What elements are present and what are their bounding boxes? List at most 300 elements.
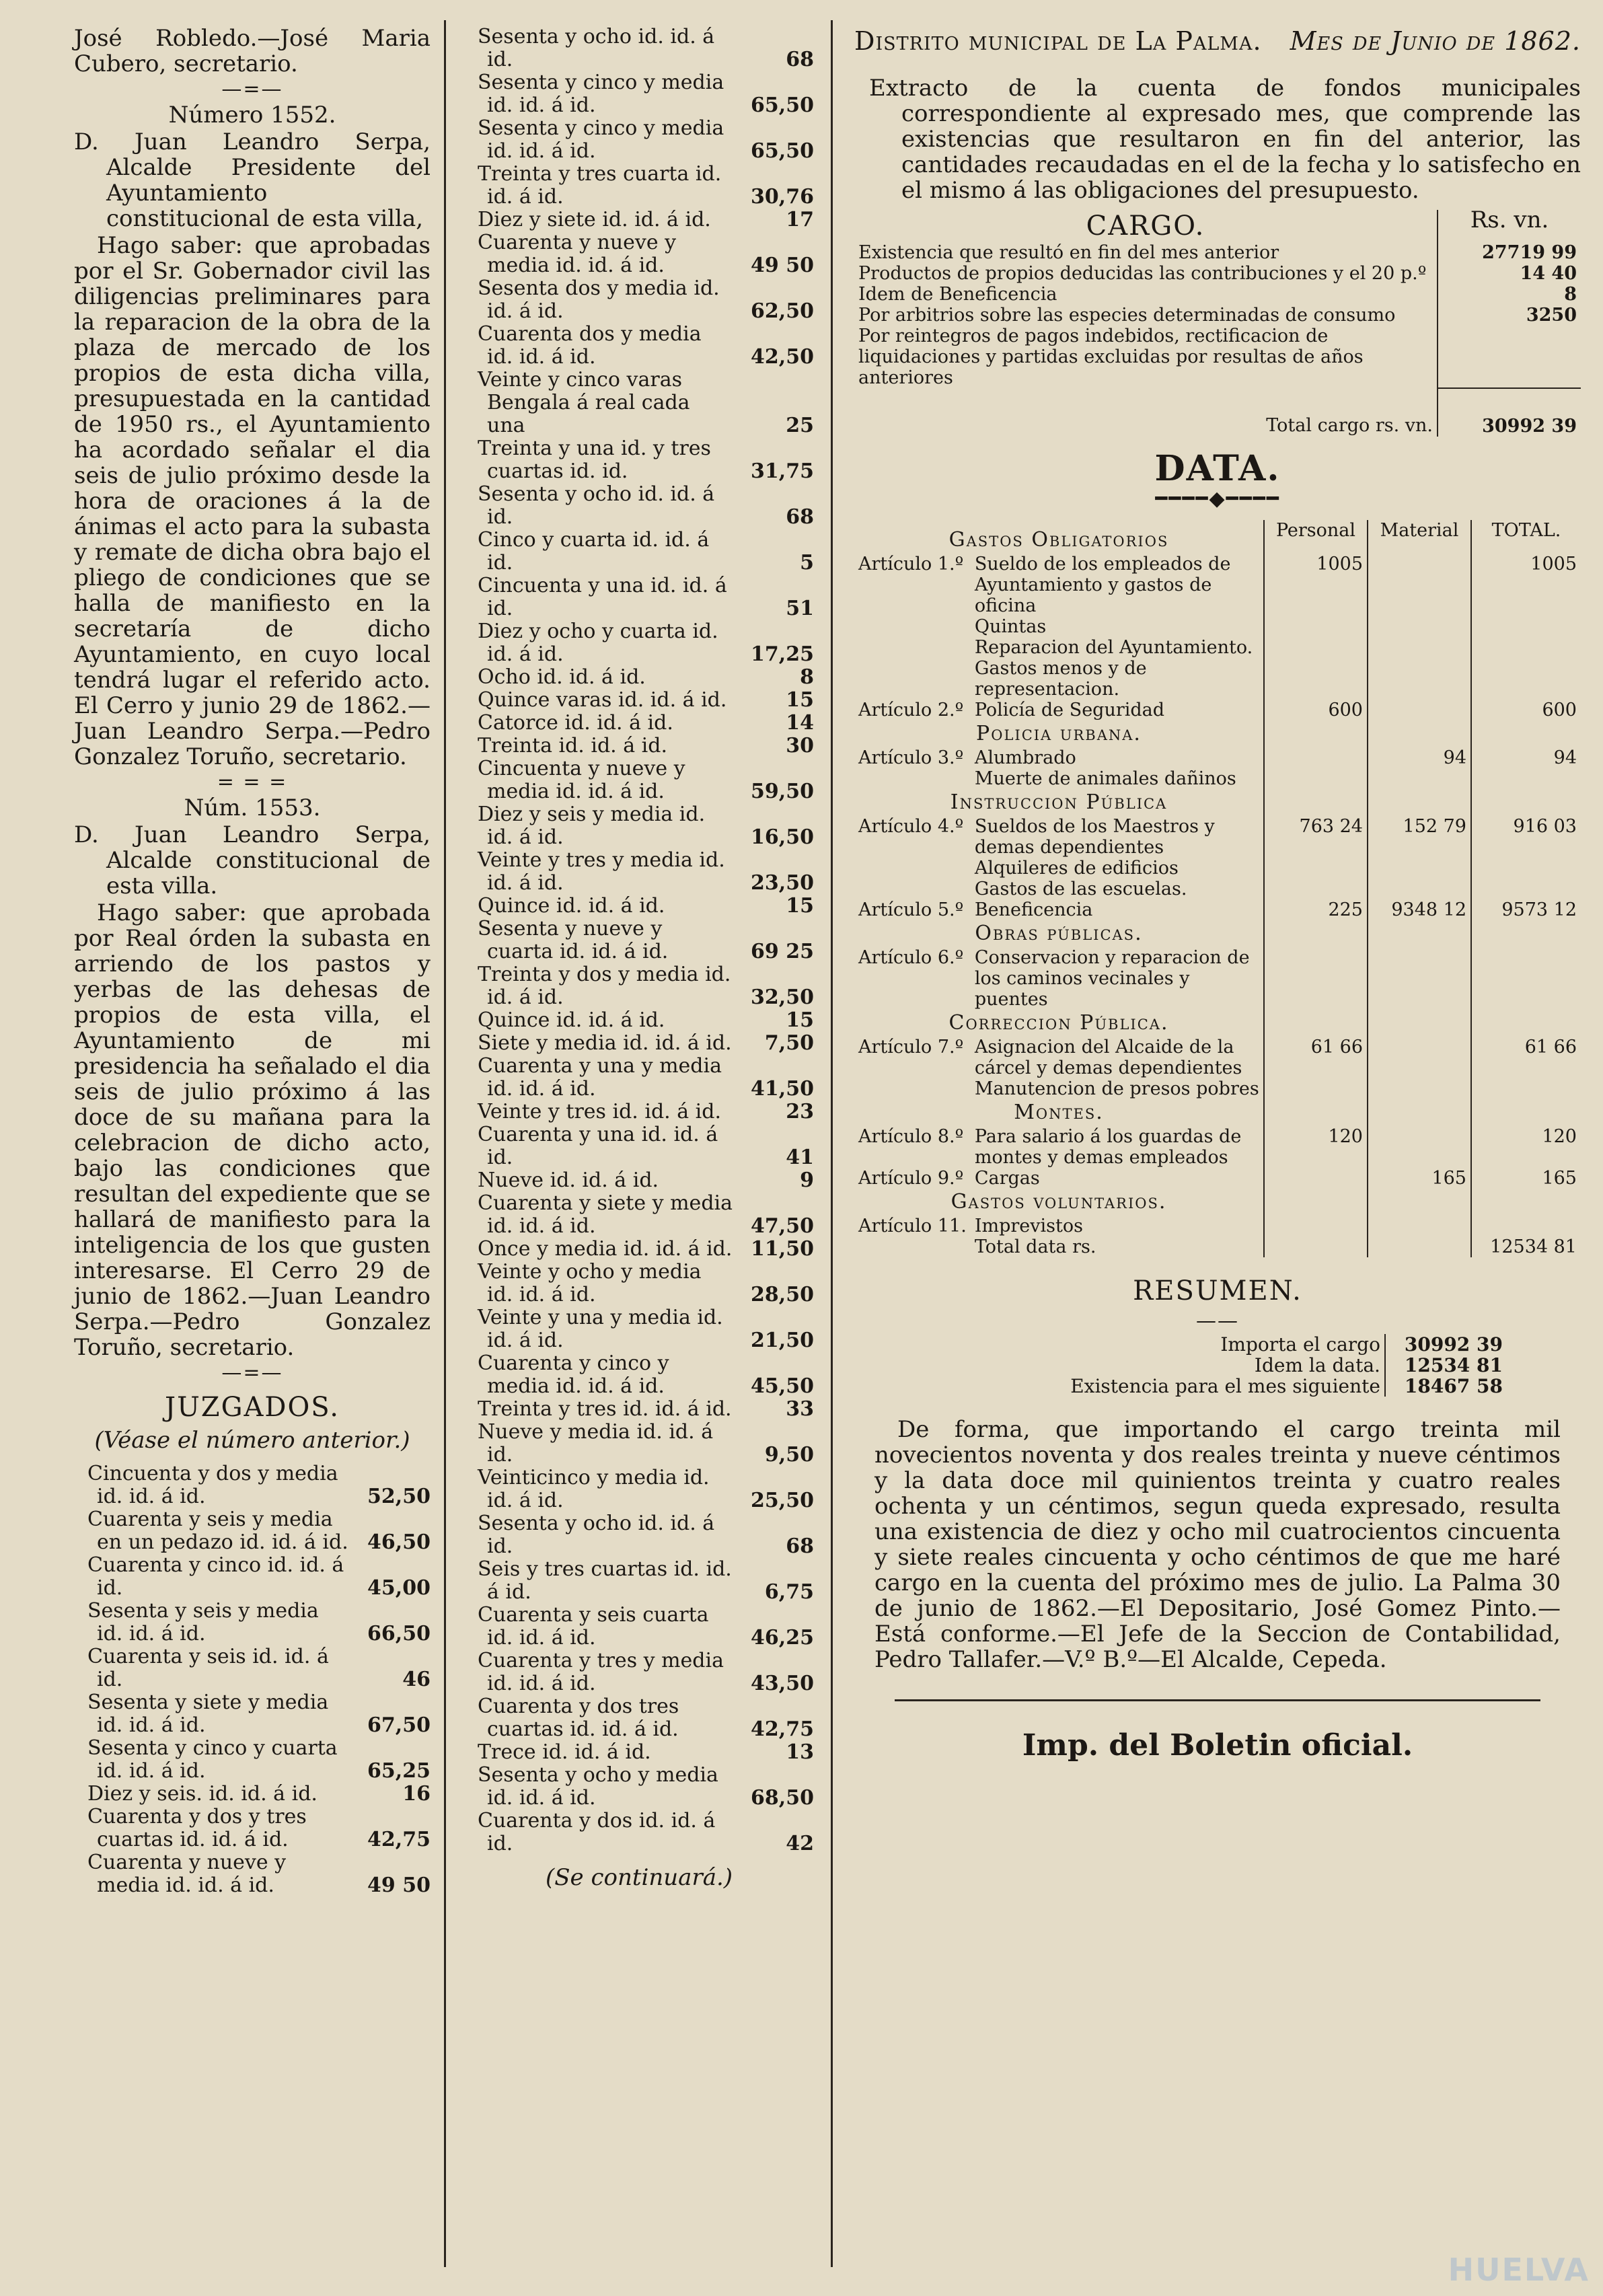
- item-value: 25: [786, 414, 814, 437]
- item-description: Quince id. id. á id.: [478, 894, 665, 918]
- list-item: [464, 1558, 814, 1604]
- item-value: 16: [402, 1782, 431, 1806]
- material-amount: 152 79: [1368, 816, 1471, 858]
- list-item: [464, 1695, 814, 1741]
- material-amount: [1368, 1078, 1471, 1099]
- header-month: Mes de Junio de 1862.: [1290, 26, 1581, 56]
- item-value: 15: [786, 894, 814, 918]
- total-amount: 1005: [1471, 554, 1581, 616]
- item-value: 42,75: [751, 1717, 814, 1741]
- item-description: Veinte y ocho y media id. id. á id.: [478, 1260, 702, 1306]
- list-item: [464, 1192, 814, 1238]
- empty-cell: [1368, 720, 1471, 747]
- section-heading: Montes.: [1014, 1101, 1104, 1124]
- imprint: Imp. del Boletin oficial.: [1022, 1728, 1413, 1763]
- item-value: 23: [786, 1100, 814, 1123]
- item-description: Treinta y dos y media id. id. á id.: [478, 963, 731, 1009]
- list-item: [464, 369, 814, 437]
- item-description: Sesenta y ocho id. id. á id.: [478, 25, 715, 71]
- table-row: [854, 816, 1581, 858]
- personal-amount: [1264, 1236, 1368, 1257]
- item-value: 17,25: [751, 642, 814, 666]
- item-description: Veinte y tres id. id. á id.: [478, 1100, 721, 1123]
- list-item: [74, 1508, 431, 1554]
- article-label: [854, 658, 971, 700]
- total-amount: 120: [1471, 1126, 1581, 1168]
- column-rule-1: [444, 20, 446, 2267]
- empty-cell: [1368, 1189, 1471, 1216]
- notice-heading: D. Juan Leandro Serpa, Alcalde constitucional de esta villa.: [74, 821, 431, 899]
- empty-cell: [1368, 789, 1471, 816]
- list-item: [464, 575, 814, 620]
- list-item: [74, 1806, 431, 1851]
- data-title: DATA.: [1154, 448, 1281, 489]
- item-value: 23,50: [751, 871, 814, 895]
- section-heading: Obras públicas.: [975, 922, 1143, 945]
- personal-amount: [1264, 879, 1368, 899]
- material-amount: [1368, 1216, 1471, 1236]
- material-amount: [1368, 768, 1471, 789]
- item-description: Cuarenta y una id. id. á id.: [478, 1123, 718, 1169]
- list-item: [464, 277, 814, 323]
- personal-amount: [1264, 1168, 1368, 1189]
- col-head-personal: Personal: [1264, 520, 1368, 554]
- item-description: Seis y tres cuartas id. id. á id.: [478, 1557, 732, 1604]
- article-label: Artículo 11.: [858, 1216, 967, 1236]
- table-row: [854, 1168, 1581, 1189]
- separator: —=—: [221, 1361, 283, 1384]
- article-label: Artículo 6.º: [858, 947, 964, 968]
- article-label: [854, 1078, 971, 1099]
- item-value: 9,50: [764, 1443, 814, 1467]
- empty-cell: [1471, 1189, 1581, 1216]
- item-value: 8: [800, 665, 814, 689]
- table-row: [854, 879, 1581, 899]
- list-item: [464, 323, 814, 369]
- list-item: [464, 1421, 814, 1467]
- table-row: [854, 858, 1581, 879]
- total-amount: [1471, 1078, 1581, 1099]
- article-label: Artículo 2.º: [858, 700, 964, 720]
- section-row: [854, 1189, 1581, 1216]
- item-value: 69 25: [751, 940, 814, 963]
- cargo-amount: 8: [1438, 284, 1581, 305]
- article-label: Artículo 5.º: [858, 899, 964, 920]
- resumen-amount: 18467 58: [1385, 1376, 1507, 1397]
- item-value: 42,50: [751, 345, 814, 369]
- item-value: 68: [786, 505, 814, 529]
- item-description: Veinte y cinco varas Bengala á real cada una: [478, 368, 690, 437]
- item-value: 46,50: [367, 1530, 431, 1554]
- item-description: Ocho id. id. á id.: [478, 665, 646, 689]
- item-value: 46: [402, 1668, 431, 1691]
- list-item: [74, 1737, 431, 1783]
- item-description: Cuarenta dos y media id. id. á id.: [478, 322, 702, 369]
- list-item: [464, 1398, 814, 1421]
- article-label: [854, 616, 971, 637]
- item-description: Diez y ocho y cuarta id. id. á id.: [478, 620, 718, 666]
- list-item: [464, 1238, 814, 1261]
- total-amount: [1471, 637, 1581, 658]
- table-row: [854, 284, 1581, 305]
- total-amount: 94: [1471, 747, 1581, 768]
- closing-text: De forma, que importando el cargo treinta mil novecientos noventa y dos reales treinta y nueve céntimos y la data doce mil quinientos treinta y cuatro reales ochenta y un céntimos, segun queda expresado, resulta una existencia de diez y ocho mil cuatrocientos cincuenta y siete reales cincuenta y ocho céntimos de que me haré cargo en la cuenta del próximo mes de julio. La Palma 30 de junio de 1862.—El Depositario, José Gomez Pinto.—Está conforme.—El Jefe de la Seccion de Contabilidad, Pedro Tallafer.—V.º B.º—El Alcalde, Cepeda.: [874, 1416, 1561, 1673]
- personal-amount: 600: [1264, 700, 1368, 720]
- resumen-table: [1022, 1334, 1507, 1397]
- item-value: 42,75: [367, 1828, 431, 1851]
- article-description: Muerte de animales dañinos: [974, 768, 1236, 789]
- table-row: [854, 899, 1581, 920]
- material-amount: [1368, 616, 1471, 637]
- item-description: Trece id. id. á id.: [478, 1740, 651, 1764]
- material-amount: [1368, 1037, 1471, 1078]
- list-item: [464, 757, 814, 803]
- article-description: Asignacion del Alcaide de la cárcel y demas dependientes: [974, 1037, 1242, 1078]
- item-description: Sesenta dos y media id. id. á id.: [478, 276, 720, 323]
- article-description: Gastos de las escuelas.: [974, 879, 1187, 899]
- empty-cell: [1264, 789, 1368, 816]
- section-heading: Instruccion Pública: [950, 790, 1168, 814]
- item-value: 16,50: [751, 825, 814, 849]
- item-value: 28,50: [751, 1283, 814, 1306]
- total-amount: [1471, 858, 1581, 879]
- section-title: JUZGADOS.: [165, 1392, 340, 1423]
- item-description: Cuarenta y cinco id. id. á id.: [87, 1553, 344, 1600]
- item-description: Sesenta y seis y media id. id. á id.: [87, 1599, 319, 1645]
- list-item: [464, 918, 814, 963]
- item-value: 14: [786, 711, 814, 735]
- item-value: 65,50: [751, 139, 814, 163]
- list-item: [464, 895, 814, 918]
- cargo-total-label: Total cargo rs. vn.: [1266, 415, 1433, 436]
- article-description: Sueldos de los Maestros y demas dependientes: [974, 816, 1215, 858]
- item-value: 41,50: [751, 1077, 814, 1101]
- item-value: 49 50: [751, 254, 814, 277]
- item-description: Sesenta y ocho id. id. á id.: [478, 482, 715, 529]
- column-2: [464, 26, 814, 1892]
- list-item: [464, 1764, 814, 1810]
- list-item: [464, 712, 814, 735]
- table-row: [854, 1078, 1581, 1099]
- table-row: [854, 326, 1581, 388]
- list-item: [464, 483, 814, 529]
- list-item: [464, 1650, 814, 1695]
- item-value: 52,50: [367, 1485, 431, 1508]
- column-rule-2: [831, 20, 833, 2267]
- empty-cell: [1471, 1010, 1581, 1037]
- item-value: 21,50: [751, 1329, 814, 1352]
- list-item: [464, 1032, 814, 1055]
- total-amount: 165: [1471, 1168, 1581, 1189]
- empty-cell: [1368, 1010, 1471, 1037]
- section-heading: Policia urbana.: [976, 722, 1142, 745]
- table-row: [854, 1126, 1581, 1168]
- article-label: [854, 1236, 971, 1257]
- item-description: Cincuenta y nueve y media id. id. á id.: [478, 757, 685, 803]
- header-district: Distrito municipal de La Palma.: [854, 26, 1262, 56]
- notice-body: Hago saber: que aprobada por Real órden la subasta en arriendo de los pastos y yerbas de las dehesas de propios de esta villa, el Ayuntamiento de mi presidencia ha señalado el dia seis de julio próximo á las doce de su mañana para la celebracion de dicho acto, bajo las condiciones que resultan del expediente que se hallará de manifiesto para la inteligencia de los que gusten interesarse. El Cerro 29 de junio de 1862.—Juan Leandro Serpa.—Pedro Gonzalez Toruño, secretario.: [74, 899, 431, 1361]
- col-head-obligatorios: Gastos Obligatorios: [948, 528, 1169, 552]
- item-value: 49 50: [367, 1874, 431, 1897]
- item-value: 30,76: [751, 185, 814, 209]
- list-item: [464, 437, 814, 483]
- item-description: Cuarenta y nueve y media id. id. á id.: [478, 231, 677, 277]
- article-label: Artículo 8.º: [858, 1126, 964, 1147]
- table-row: [854, 554, 1581, 616]
- total-amount: [1471, 947, 1581, 1010]
- total-amount: [1471, 616, 1581, 637]
- list-item: [464, 1810, 814, 1855]
- item-value: 51: [786, 597, 814, 620]
- separator: = = =: [217, 770, 288, 794]
- section-row: [854, 1010, 1581, 1037]
- material-amount: [1368, 637, 1471, 658]
- empty-cell: [1471, 720, 1581, 747]
- list-item: [464, 803, 814, 849]
- material-amount: [1368, 1126, 1471, 1168]
- intro-line: José Robledo.—José Maria Cubero, secretario.: [74, 25, 431, 77]
- item-value: 13: [786, 1740, 814, 1764]
- list-item: [464, 1467, 814, 1512]
- table-row: [854, 1216, 1581, 1236]
- item-description: Nueve id. id. á id.: [478, 1169, 659, 1192]
- section-row: [854, 1099, 1581, 1126]
- list-item: [464, 849, 814, 895]
- personal-amount: 1005: [1264, 554, 1368, 616]
- table-row: [1022, 1376, 1507, 1397]
- item-description: Quince varas id. id. á id.: [478, 688, 727, 712]
- personal-amount: 763 24: [1264, 816, 1368, 858]
- item-value: 30: [786, 734, 814, 757]
- column-1: [74, 26, 431, 1897]
- article-label: Artículo 3.º: [858, 747, 964, 768]
- article-label: Artículo 9.º: [858, 1168, 964, 1189]
- item-description: Sesenta y cinco y cuarta id. id. á id.: [87, 1736, 338, 1783]
- list-item: [464, 1009, 814, 1032]
- material-amount: [1368, 554, 1471, 616]
- article-label: [854, 858, 971, 879]
- item-value: 31,75: [751, 459, 814, 483]
- item-value: 32,50: [751, 986, 814, 1009]
- item-value: 62,50: [751, 299, 814, 323]
- list-item: [464, 1352, 814, 1398]
- item-value: 46,25: [751, 1626, 814, 1650]
- item-list: [74, 1462, 431, 1897]
- table-row: [854, 768, 1581, 789]
- item-value: 43,50: [751, 1672, 814, 1695]
- personal-amount: [1264, 658, 1368, 700]
- list-item: [464, 1261, 814, 1306]
- item-description: Cuarenta y seis id. id. á id.: [87, 1645, 329, 1691]
- cargo-description: Idem de Beneficencia: [858, 284, 1057, 305]
- item-description: Treinta y tres id. id. á id.: [478, 1397, 732, 1421]
- list-item: [74, 1462, 431, 1508]
- empty-cell: [1471, 789, 1581, 816]
- item-list: [464, 26, 814, 1855]
- material-amount: 165: [1368, 1168, 1471, 1189]
- item-description: Catorce id. id. á id.: [478, 711, 673, 735]
- table-row: [854, 616, 1581, 637]
- item-description: Diez y seis. id. id. á id.: [87, 1782, 318, 1806]
- article-description: Policía de Seguridad: [974, 700, 1165, 720]
- list-item: [464, 1169, 814, 1192]
- material-amount: [1368, 858, 1471, 879]
- total-amount: [1471, 658, 1581, 700]
- cargo-title: CARGO.: [1086, 211, 1205, 242]
- page-header: [854, 26, 1581, 57]
- item-description: Diez y siete id. id. á id.: [478, 208, 711, 231]
- list-item: [464, 1604, 814, 1650]
- rule: [895, 1699, 1540, 1701]
- personal-amount: [1264, 747, 1368, 768]
- article-description: Beneficencia: [974, 899, 1093, 920]
- empty-cell: [1264, 920, 1368, 947]
- material-amount: [1368, 879, 1471, 899]
- list-item: [464, 163, 814, 209]
- list-item: [464, 620, 814, 666]
- personal-amount: 61 66: [1264, 1037, 1368, 1078]
- resumen-amount: 30992 39: [1385, 1334, 1507, 1355]
- total-amount: [1471, 1216, 1581, 1236]
- item-value: 17: [786, 208, 814, 231]
- item-value: 47,50: [751, 1214, 814, 1238]
- resumen-amount: 12534 81: [1385, 1355, 1507, 1376]
- list-item: [464, 1512, 814, 1558]
- section-heading: Gastos voluntarios.: [950, 1190, 1167, 1214]
- table-row: [854, 242, 1581, 263]
- cargo-amount: 3250: [1438, 305, 1581, 326]
- article-description: Manutencion de presos pobres: [974, 1078, 1259, 1099]
- item-description: Cuarenta y seis y media en un pedazo id. id. á id.: [87, 1508, 348, 1554]
- personal-amount: 225: [1264, 899, 1368, 920]
- item-description: Sesenta y ocho id. id. á id.: [478, 1512, 715, 1558]
- item-value: 41: [786, 1146, 814, 1169]
- list-item: [74, 1691, 431, 1737]
- section-row: [854, 720, 1581, 747]
- article-description: Cargas: [974, 1168, 1040, 1189]
- article-description: Sueldo de los empleados de Ayuntamiento y gastos de oficina: [974, 554, 1231, 616]
- cargo-unit: Rs. vn.: [1438, 210, 1581, 242]
- total-amount: 9573 12: [1471, 899, 1581, 920]
- item-description: Cuarenta y seis cuarta id. id. á id.: [478, 1603, 709, 1650]
- notice-body: Hago saber: que aprobadas por el Sr. Gobernador civil las diligencias preliminares para la reparacion de la obra de la plaza de mercado de los propios de esta dicha villa, presupuestada en la cantidad de 1950 rs., el Ayuntamiento ha acordado señalar el dia seis de julio próximo desde la hora de oraciones á la de ánimas el acto para la subasta y remate de dicha obra bajo el pliego de condiciones que se halla de manifiesto en la secretaría de dicho Ayuntamiento, en cuyo local tendrá lugar el referido acto. El Cerro y junio 29 de 1862.—Juan Leandro Serpa.—Pedro Gonzalez Toruño, secretario.: [74, 232, 431, 770]
- item-value: 66,50: [367, 1622, 431, 1645]
- empty-cell: [1264, 720, 1368, 747]
- table-row: [1022, 1355, 1507, 1376]
- list-item: [464, 1055, 814, 1101]
- item-value: 68: [786, 1534, 814, 1558]
- item-description: Veinte y una y media id. id. á id.: [478, 1306, 723, 1352]
- table-row: [854, 700, 1581, 720]
- item-description: Cuarenta y cinco y media id. id. á id.: [478, 1351, 669, 1398]
- archive-watermark: HUELVA: [1448, 2252, 1590, 2288]
- item-value: 11,50: [751, 1237, 814, 1261]
- item-description: Sesenta y cinco y media id. id. á id.: [478, 116, 724, 163]
- item-description: Sesenta y siete y media id. id. á id.: [87, 1691, 329, 1737]
- cargo-total: 30992 39: [1438, 388, 1581, 437]
- notice-number: Núm. 1553.: [184, 794, 321, 821]
- list-item: [74, 1645, 431, 1691]
- item-description: Cincuenta y dos y media id. id. á id.: [87, 1462, 338, 1508]
- separator: —=—: [221, 77, 283, 101]
- list-item: [74, 1783, 431, 1806]
- article-label: Artículo 1.º: [858, 554, 964, 575]
- item-description: Cuarenta y una y media id. id. á id.: [478, 1054, 722, 1101]
- item-description: Sesenta y nueve y cuarta id. id. á id.: [478, 917, 669, 963]
- article-label: Artículo 4.º: [858, 816, 964, 837]
- separator: ━━━━◆━━━━: [1155, 487, 1280, 511]
- article-description: Reparacion del Ayuntamiento.: [974, 637, 1253, 658]
- material-amount: 9348 12: [1368, 899, 1471, 920]
- empty-cell: [1471, 920, 1581, 947]
- list-item: [74, 1600, 431, 1645]
- item-value: 5: [800, 551, 814, 575]
- item-description: Treinta y una id. y tres cuartas id. id.: [478, 437, 711, 483]
- empty-cell: [1264, 1010, 1368, 1037]
- empty-cell: [1264, 1189, 1368, 1216]
- list-item: [464, 666, 814, 689]
- empty-cell: [1264, 1099, 1368, 1126]
- list-item: [464, 1306, 814, 1352]
- list-item: [464, 117, 814, 163]
- personal-amount: 120: [1264, 1126, 1368, 1168]
- separator: ——: [1196, 1309, 1239, 1333]
- col-head-material: Material: [1368, 520, 1471, 554]
- personal-amount: [1264, 1216, 1368, 1236]
- item-value: 59,50: [751, 780, 814, 803]
- item-value: 25,50: [751, 1489, 814, 1512]
- resumen-title: RESUMEN.: [1133, 1275, 1302, 1306]
- item-value: 15: [786, 688, 814, 712]
- item-value: 7,50: [764, 1031, 814, 1055]
- total-amount: 61 66: [1471, 1037, 1581, 1078]
- cargo-amount: 27719 99: [1438, 242, 1581, 263]
- item-value: 65,25: [367, 1759, 431, 1783]
- section-heading: Correccion Pública.: [948, 1011, 1169, 1035]
- article-description: Imprevistos: [974, 1216, 1083, 1236]
- notice-number: Número 1552.: [168, 102, 336, 128]
- item-value: 45,00: [367, 1576, 431, 1600]
- material-amount: 94: [1368, 747, 1471, 768]
- item-description: Cinco y cuarta id. id. á id.: [478, 528, 710, 575]
- item-description: Cuarenta y nueve y media id. id. á id.: [87, 1851, 287, 1897]
- article-description: Total data rs.: [974, 1236, 1096, 1257]
- list-item: [464, 1741, 814, 1764]
- cargo-description: Por reintegros de pagos indebidos, rectificacion de liquidaciones y partidas excluidas por resultas de años anteriores: [858, 326, 1364, 388]
- column-3: [854, 26, 1581, 1763]
- personal-amount: [1264, 947, 1368, 1010]
- item-description: Treinta y tres cuarta id. id. á id.: [478, 162, 722, 209]
- table-row: [1022, 1334, 1507, 1355]
- personal-amount: [1264, 616, 1368, 637]
- item-description: Cuarenta y tres y media id. id. á id.: [478, 1649, 724, 1695]
- item-description: Sesenta y cinco y media id. id. á id.: [478, 71, 724, 117]
- item-description: Veinte y tres y media id. id. á id.: [478, 848, 725, 895]
- resumen-description: Idem la data.: [1254, 1354, 1380, 1376]
- list-item: [464, 231, 814, 277]
- article-description: Alumbrado: [974, 747, 1076, 768]
- table-row: [854, 305, 1581, 326]
- article-label: [854, 637, 971, 658]
- list-item: [464, 529, 814, 575]
- cargo-amount: 14 40: [1438, 263, 1581, 284]
- material-amount: [1368, 700, 1471, 720]
- item-description: Quince id. id. á id.: [478, 1008, 665, 1032]
- article-label: [854, 879, 971, 899]
- article-description: Para salario á los guardas de montes y demas empleados: [974, 1126, 1242, 1168]
- notice-heading: D. Juan Leandro Serpa, Alcalde Presidente del Ayuntamiento constitucional de esta villa,: [74, 128, 431, 232]
- section-note: (Véase el número anterior.): [94, 1427, 410, 1454]
